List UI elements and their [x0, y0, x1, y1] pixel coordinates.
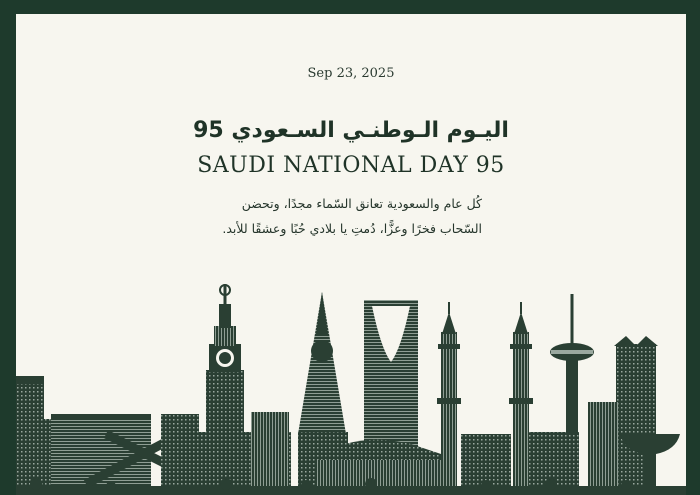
greeting-card [16, 14, 686, 495]
left-buildings [16, 376, 151, 495]
gate-building [588, 402, 618, 495]
title-english: SAUDI NATIONAL DAY 95 [197, 153, 505, 178]
body-line-2: السّحاب فخرًا وعزًّا، دُمتِ يا بلادي حُبًا وعشقًا للأبد. [222, 221, 482, 236]
tall-block [251, 412, 289, 495]
body-line-1: كُل عام والسعودية تعانق السّماء مجدًا، وتحضن [241, 196, 482, 211]
skyline-illustration [16, 14, 686, 495]
date-label: Sep 23, 2025 [307, 66, 395, 81]
clock-tower [206, 284, 244, 495]
title-arabic: اليـوم الـوطنـي السـعودي 95 [193, 118, 509, 143]
tv-tower [550, 294, 594, 434]
